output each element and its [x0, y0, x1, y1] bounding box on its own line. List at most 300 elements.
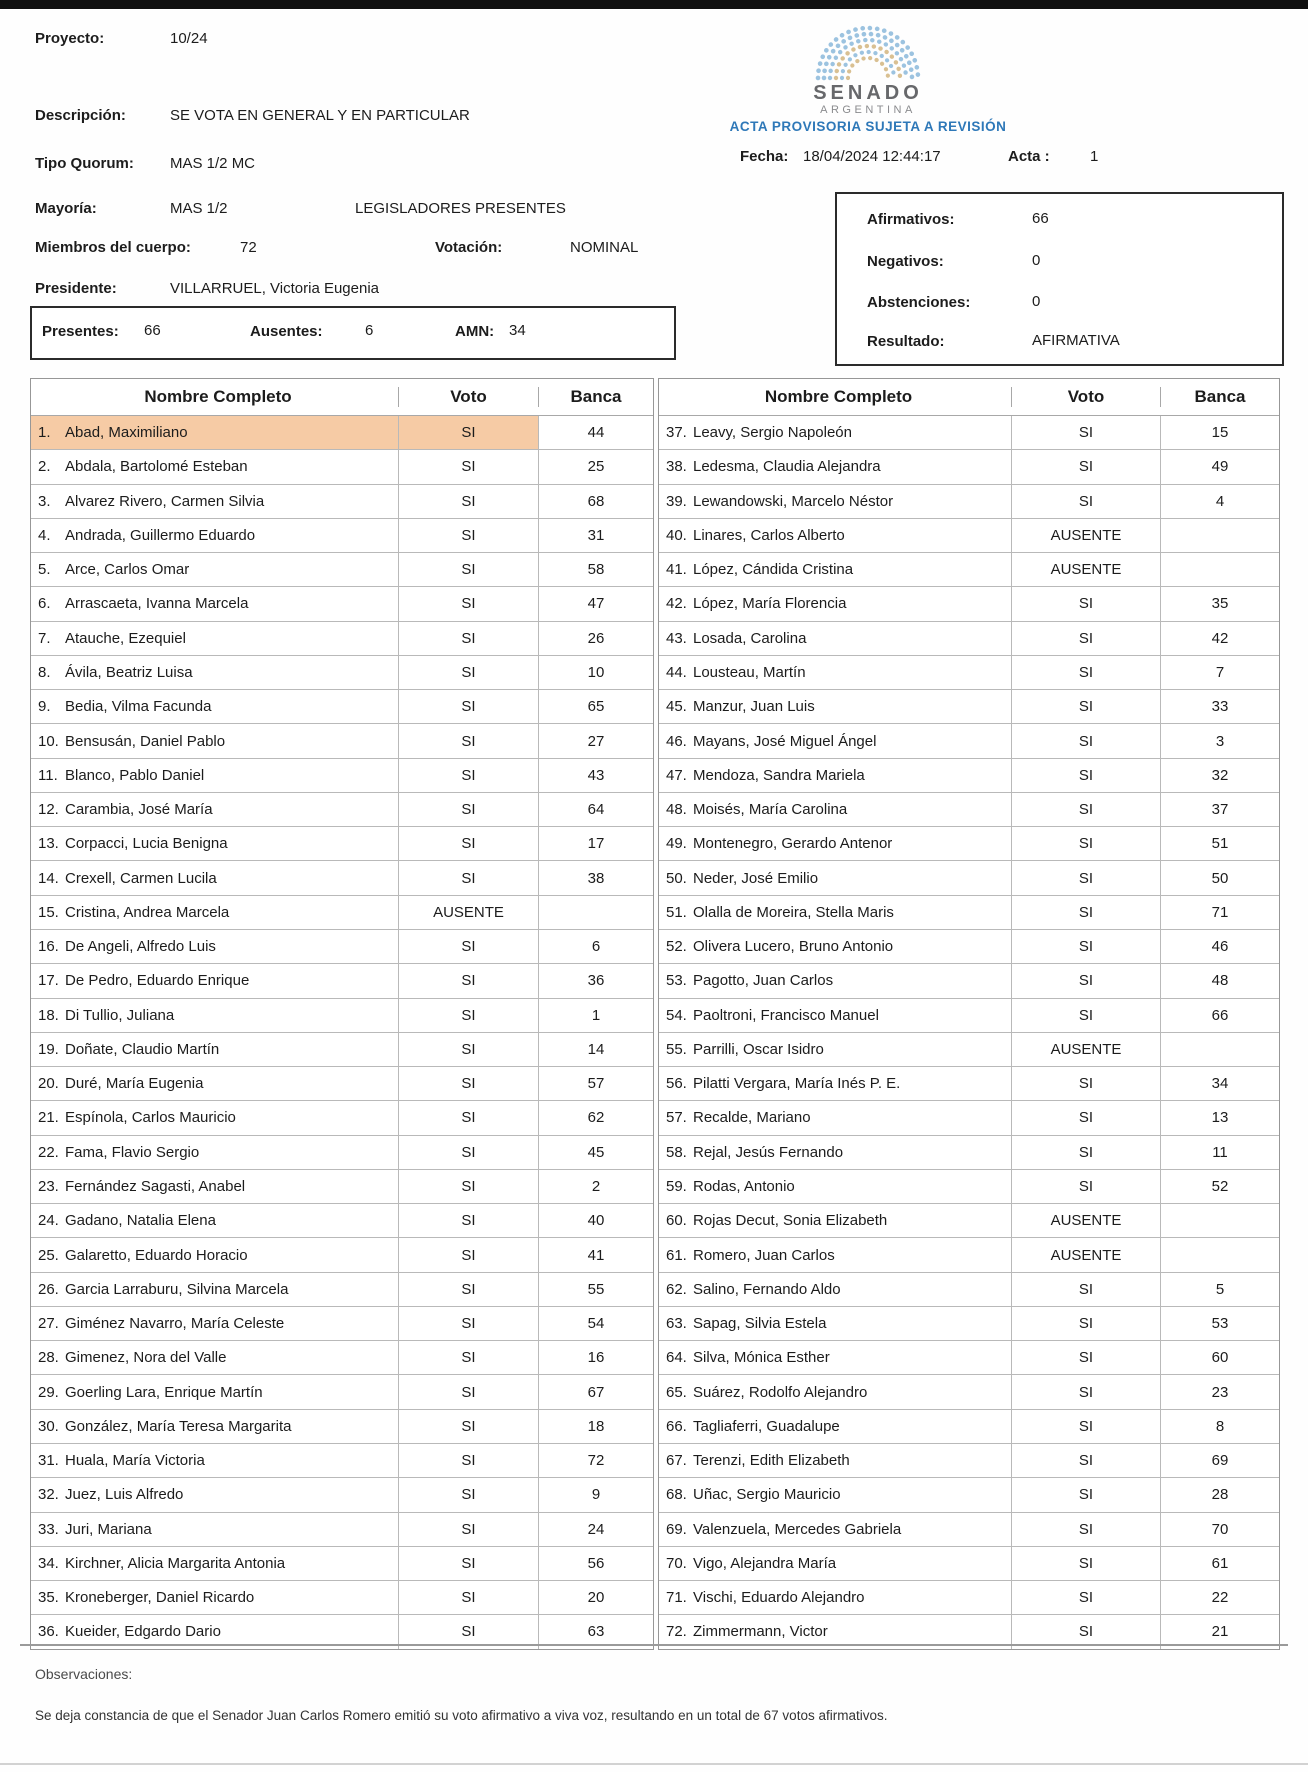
name-cell [31, 724, 399, 757]
table-row [659, 1443, 1279, 1477]
senator-name: Kroneberger, Daniel Ricardo [65, 1589, 255, 1607]
vote-cell: AUSENTE [1012, 519, 1161, 552]
name-cell [31, 1307, 399, 1340]
banca-cell: 22 [1211, 1589, 1229, 1607]
row-number: 44. [666, 663, 687, 681]
banca-cell [1161, 1204, 1279, 1237]
row-number: 19. [38, 1040, 59, 1058]
name-cell [659, 793, 1012, 826]
banca-cell: 65 [587, 698, 605, 716]
senator-name: Recalde, Mariano [693, 1109, 811, 1127]
banca-cell: 28 [1211, 1486, 1229, 1504]
table-row [659, 1169, 1279, 1203]
negativos-value: 0 [1032, 252, 1041, 269]
banca-cell: 34 [1211, 1075, 1229, 1093]
vote-cell: SI [1012, 622, 1161, 655]
vote-cell: SI [1012, 1170, 1161, 1203]
name-cell [659, 1375, 1012, 1408]
vote-cell: SI [399, 1478, 539, 1511]
banca-cell: 66 [1211, 1006, 1229, 1024]
name-cell [31, 1513, 399, 1546]
vote-cell: SI [1012, 656, 1161, 689]
table-row [31, 484, 653, 518]
name-cell [31, 1238, 399, 1271]
miembros-value: 72 [240, 239, 257, 256]
banca-cell: 17 [587, 835, 605, 853]
column-header-voto: Voto [1012, 387, 1161, 407]
mayoria-label: Mayoría: [35, 200, 97, 217]
table-row [31, 1066, 653, 1100]
table-row [659, 1237, 1279, 1271]
table-row [659, 621, 1279, 655]
vote-cell: AUSENTE [399, 896, 539, 929]
resultado-value: AFIRMATIVA [1032, 332, 1120, 349]
row-number: 58. [666, 1143, 687, 1161]
senator-name: Kirchner, Alicia Margarita Antonia [65, 1554, 286, 1572]
banca-cell: 51 [1211, 835, 1229, 853]
vote-cell: SI [1012, 1615, 1161, 1648]
name-cell [659, 1410, 1012, 1443]
ausentes-value: 6 [365, 322, 374, 339]
banca-cell: 21 [1211, 1623, 1229, 1641]
row-number: 28. [38, 1349, 59, 1367]
banca-cell: 26 [587, 629, 605, 647]
senator-name: Moisés, María Carolina [693, 801, 848, 819]
vote-cell: SI [1012, 896, 1161, 929]
presidente-value: VILLARRUEL, Victoria Eugenia [170, 280, 380, 297]
banca-cell [1161, 1033, 1279, 1066]
vote-cell: SI [399, 759, 539, 792]
name-cell [659, 1581, 1012, 1614]
banca-cell: 46 [1211, 938, 1229, 956]
vote-cell: SI [1012, 1444, 1161, 1477]
row-number: 47. [666, 766, 687, 784]
name-cell [31, 656, 399, 689]
banca-cell: 55 [587, 1280, 605, 1298]
senator-name: Rejal, Jesús Fernando [693, 1143, 844, 1161]
row-number: 34. [38, 1554, 59, 1572]
senator-name: Kueider, Edgardo Dario [65, 1623, 221, 1641]
banca-cell: 3 [1215, 732, 1225, 750]
presentes-box [30, 306, 676, 360]
row-number: 33. [38, 1520, 59, 1538]
row-number: 69. [666, 1520, 687, 1538]
senator-name: Espínola, Carlos Mauricio [65, 1109, 236, 1127]
vote-cell: SI [399, 450, 539, 483]
banca-cell: 40 [587, 1212, 605, 1230]
row-number: 27. [38, 1315, 59, 1333]
name-cell [659, 930, 1012, 963]
vote-cell: SI [399, 724, 539, 757]
vote-cell: SI [1012, 587, 1161, 620]
row-number: 42. [666, 595, 687, 613]
senator-name: Neder, José Emilio [693, 869, 819, 887]
row-number: 9. [38, 698, 51, 716]
row-number: 37. [666, 424, 687, 442]
senator-name: Crexell, Carmen Lucila [65, 869, 217, 887]
banca-cell: 49 [1211, 458, 1229, 476]
name-cell [659, 1513, 1012, 1546]
table-row [659, 586, 1279, 620]
vote-cell: SI [399, 1204, 539, 1237]
vote-cell: SI [399, 1444, 539, 1477]
table-row [31, 689, 653, 723]
senado-logo-title: SENADO [813, 82, 923, 104]
table-row [659, 552, 1279, 586]
table-row [31, 586, 653, 620]
vote-cell: SI [399, 690, 539, 723]
banca-cell: 32 [1211, 766, 1229, 784]
table-row [31, 655, 653, 689]
vote-cell: AUSENTE [1012, 553, 1161, 586]
table-header-row [31, 379, 653, 416]
row-number: 6. [38, 595, 51, 613]
name-cell [31, 1273, 399, 1306]
column-header-banca: Banca [1194, 387, 1246, 406]
table-row [31, 723, 653, 757]
banca-cell: 1 [591, 1006, 601, 1024]
senator-name: Giménez Navarro, María Celeste [65, 1315, 285, 1333]
table-row [659, 1374, 1279, 1408]
votacion-value: NOMINAL [570, 239, 639, 256]
row-number: 11. [38, 766, 58, 784]
banca-cell: 58 [587, 561, 605, 579]
banca-cell: 24 [587, 1520, 605, 1538]
vote-cell: SI [1012, 861, 1161, 894]
table-row [31, 1409, 653, 1443]
banca-cell [1161, 519, 1279, 552]
vote-cell: SI [399, 1136, 539, 1169]
name-cell [659, 519, 1012, 552]
banca-cell: 8 [1215, 1417, 1225, 1435]
row-number: 24. [38, 1212, 59, 1230]
vote-cell: SI [1012, 793, 1161, 826]
banca-cell: 4 [1215, 492, 1225, 510]
banca-cell: 38 [587, 869, 605, 887]
row-number: 56. [666, 1075, 687, 1093]
senator-name: Silva, Mónica Esther [693, 1349, 830, 1367]
senator-name: Andrada, Guillermo Eduardo [65, 526, 256, 544]
presentes-label: Presentes: [42, 323, 119, 340]
row-number: 4. [38, 526, 51, 544]
vote-cell: SI [399, 999, 539, 1032]
acta-label: Acta : [1008, 148, 1050, 165]
senator-name: Paoltroni, Francisco Manuel [693, 1006, 879, 1024]
table-row [31, 1443, 653, 1477]
tipo-quorum-label: Tipo Quorum: [35, 155, 134, 172]
banca-cell: 45 [587, 1143, 605, 1161]
negativos-label: Negativos: [867, 253, 944, 270]
senator-name: Galaretto, Eduardo Horacio [65, 1246, 248, 1264]
table-row [659, 1306, 1279, 1340]
vote-cell: SI [399, 930, 539, 963]
table-row [659, 1272, 1279, 1306]
table-row [31, 1272, 653, 1306]
name-cell [31, 1204, 399, 1237]
senator-name: De Angeli, Alfredo Luis [65, 938, 216, 956]
table-row [659, 929, 1279, 963]
senator-name: López, María Florencia [693, 595, 847, 613]
miembros-label: Miembros del cuerpo: [35, 239, 191, 256]
senator-name: Suárez, Rodolfo Alejandro [693, 1383, 868, 1401]
table-row [31, 1340, 653, 1374]
vote-cell: SI [399, 656, 539, 689]
banca-cell: 10 [587, 663, 605, 681]
table-row [659, 998, 1279, 1032]
vote-cell: SI [399, 793, 539, 826]
table-row [659, 484, 1279, 518]
afirmativos-value: 66 [1032, 210, 1049, 227]
banca-cell [539, 896, 653, 929]
table-row [659, 449, 1279, 483]
row-number: 17. [38, 972, 59, 990]
vote-table-right [658, 378, 1280, 1650]
banca-cell: 71 [1211, 903, 1229, 921]
vote-cell: SI [1012, 1375, 1161, 1408]
banca-cell: 64 [587, 801, 605, 819]
table-row [659, 1512, 1279, 1546]
name-cell [31, 416, 399, 449]
name-cell [659, 964, 1012, 997]
name-cell [31, 861, 399, 894]
row-number: 60. [666, 1212, 687, 1230]
senator-name: Pagotto, Juan Carlos [693, 972, 834, 990]
row-number: 22. [38, 1143, 59, 1161]
row-number: 71. [666, 1589, 687, 1607]
table-row [659, 655, 1279, 689]
vote-cell: SI [399, 1170, 539, 1203]
abstenciones-value: 0 [1032, 293, 1041, 310]
table-row [31, 758, 653, 792]
senator-name: Vigo, Alejandra María [693, 1554, 837, 1572]
row-number: 25. [38, 1246, 59, 1264]
row-number: 65. [666, 1383, 687, 1401]
row-number: 10. [38, 732, 59, 750]
senator-name: Cristina, Andrea Marcela [65, 903, 230, 921]
senator-name: Rojas Decut, Sonia Elizabeth [693, 1212, 888, 1230]
table-row [31, 860, 653, 894]
table-row [31, 998, 653, 1032]
senator-name: Doñate, Claudio Martín [65, 1040, 220, 1058]
table-body-right [659, 416, 1279, 1649]
row-number: 52. [666, 938, 687, 956]
row-number: 21. [38, 1109, 59, 1127]
vote-cell: SI [399, 1307, 539, 1340]
row-number: 8. [38, 663, 51, 681]
table-row [31, 621, 653, 655]
table-row [659, 689, 1279, 723]
table-row [659, 1203, 1279, 1237]
row-number: 26. [38, 1280, 59, 1298]
senator-name: De Pedro, Eduardo Enrique [65, 972, 250, 990]
banca-cell: 33 [1211, 698, 1229, 716]
banca-cell: 69 [1211, 1452, 1229, 1470]
name-cell [659, 861, 1012, 894]
table-row [31, 1203, 653, 1237]
vote-cell: SI [399, 1581, 539, 1614]
name-cell [659, 450, 1012, 483]
vote-cell: SI [1012, 1136, 1161, 1169]
table-row [31, 826, 653, 860]
column-header-nombre: Nombre Completo [659, 387, 1012, 407]
vote-cell: SI [399, 1101, 539, 1134]
acta-value: 1 [1090, 148, 1099, 165]
row-number: 40. [666, 526, 687, 544]
senator-name: Leavy, Sergio Napoleón [693, 424, 852, 442]
vote-cell: SI [1012, 759, 1161, 792]
name-cell [659, 656, 1012, 689]
vote-cell: SI [1012, 964, 1161, 997]
senator-name: Arce, Carlos Omar [65, 561, 190, 579]
senator-name: Pilatti Vergara, María Inés P. E. [693, 1075, 901, 1093]
row-number: 7. [38, 629, 51, 647]
table-row [659, 758, 1279, 792]
senator-name: Parrilli, Oscar Isidro [693, 1040, 824, 1058]
row-number: 53. [666, 972, 687, 990]
vote-cell: SI [1012, 1547, 1161, 1580]
table-row [659, 1100, 1279, 1134]
observaciones-text: Se deja constancia de que el Senador Juan Carlos Romero emitió su voto afirmativo a viva voz, resultando en un total de 67 votos afirmativos. [35, 1708, 888, 1723]
name-cell [659, 896, 1012, 929]
banca-cell: 60 [1211, 1349, 1229, 1367]
row-number: 41. [666, 561, 687, 579]
banca-cell: 31 [587, 526, 605, 544]
banca-cell: 35 [1211, 595, 1229, 613]
table-row [659, 1409, 1279, 1443]
banca-cell: 9 [591, 1486, 601, 1504]
row-number: 49. [666, 835, 687, 853]
senator-name: Salino, Fernando Aldo [693, 1280, 841, 1298]
name-cell [659, 759, 1012, 792]
vote-cell: SI [399, 1067, 539, 1100]
senator-name: Olalla de Moreira, Stella Maris [693, 903, 894, 921]
name-cell [31, 1067, 399, 1100]
senator-name: Blanco, Pablo Daniel [65, 766, 205, 784]
senator-name: Vischi, Eduardo Alejandro [693, 1589, 865, 1607]
table-row [659, 1580, 1279, 1614]
table-row [659, 1066, 1279, 1100]
presentes-value: 66 [144, 322, 161, 339]
senator-name: Ledesma, Claudia Alejandra [693, 458, 881, 476]
name-cell [31, 1375, 399, 1408]
banca-cell: 13 [1211, 1109, 1229, 1127]
senator-name: Uñac, Sergio Mauricio [693, 1486, 841, 1504]
senator-name: Ávila, Beatriz Luisa [65, 663, 193, 681]
table-row [31, 1546, 653, 1580]
banca-cell: 14 [587, 1040, 605, 1058]
name-cell [31, 1410, 399, 1443]
vote-cell: SI [1012, 1513, 1161, 1546]
vote-cell: SI [1012, 827, 1161, 860]
name-cell [659, 1101, 1012, 1134]
vote-cell: SI [1012, 690, 1161, 723]
table-row [659, 1546, 1279, 1580]
row-number: 51. [666, 903, 687, 921]
presidente-label: Presidente: [35, 280, 117, 297]
banca-cell [1161, 1238, 1279, 1271]
senator-name: Sapag, Silvia Estela [693, 1315, 827, 1333]
table-row [659, 1340, 1279, 1374]
table-row [659, 792, 1279, 826]
vote-table-left [30, 378, 654, 1650]
senator-name: Mayans, José Miguel Ángel [693, 732, 877, 750]
banca-cell: 44 [587, 424, 605, 442]
senator-name: Corpacci, Lucia Benigna [65, 835, 228, 853]
senator-name: Losada, Carolina [693, 629, 807, 647]
table-header-row [659, 379, 1279, 416]
banca-cell: 72 [587, 1452, 605, 1470]
senado-logo-subtitle: ARGENTINA [820, 104, 916, 116]
name-cell [659, 1136, 1012, 1169]
name-cell [31, 999, 399, 1032]
name-cell [31, 827, 399, 860]
senator-name: Atauche, Ezequiel [65, 629, 186, 647]
banca-cell: 15 [1211, 424, 1229, 442]
vote-cell: SI [399, 1341, 539, 1374]
vote-cell: SI [1012, 1307, 1161, 1340]
column-header-voto: Voto [399, 387, 539, 407]
senator-name: Olivera Lucero, Bruno Antonio [693, 938, 894, 956]
name-cell [659, 1444, 1012, 1477]
senator-name: Goerling Lara, Enrique Martín [65, 1383, 263, 1401]
table-row [31, 895, 653, 929]
name-cell [659, 999, 1012, 1032]
row-number: 16. [38, 938, 59, 956]
banca-cell: 52 [1211, 1177, 1229, 1195]
row-number: 5. [38, 561, 51, 579]
banca-cell: 56 [587, 1554, 605, 1572]
name-cell [659, 724, 1012, 757]
name-cell [659, 1238, 1012, 1271]
name-cell [31, 553, 399, 586]
votacion-label: Votación: [435, 239, 503, 256]
row-number: 13. [38, 835, 59, 853]
vote-cell: SI [1012, 1067, 1161, 1100]
row-number: 38. [666, 458, 687, 476]
table-row [31, 929, 653, 963]
table-row [31, 1135, 653, 1169]
name-cell [31, 793, 399, 826]
results-box [835, 192, 1284, 366]
row-number: 18. [38, 1006, 59, 1024]
row-number: 46. [666, 732, 687, 750]
banca-cell [1161, 553, 1279, 586]
table-row [31, 449, 653, 483]
name-cell [31, 1101, 399, 1134]
table-row [659, 723, 1279, 757]
row-number: 36. [38, 1623, 59, 1641]
banca-cell: 23 [1211, 1383, 1229, 1401]
table-row [31, 518, 653, 552]
vote-cell: AUSENTE [1012, 1238, 1161, 1271]
row-number: 31. [38, 1452, 59, 1470]
banca-cell: 54 [587, 1315, 605, 1333]
row-number: 20. [38, 1075, 59, 1093]
senator-name: Montenegro, Gerardo Antenor [693, 835, 893, 853]
vote-cell: SI [399, 553, 539, 586]
vote-cell: SI [399, 1410, 539, 1443]
table-row [659, 1032, 1279, 1066]
vote-cell: AUSENTE [1012, 1033, 1161, 1066]
legisladores-presentes-text: LEGISLADORES PRESENTES [355, 200, 566, 217]
proyecto-label: Proyecto: [35, 30, 105, 47]
table-row [31, 1100, 653, 1134]
table-row [31, 963, 653, 997]
row-number: 14. [38, 869, 59, 887]
row-number: 59. [666, 1177, 687, 1195]
amn-label: AMN: [455, 323, 495, 340]
senator-name: Zimmermann, Victor [693, 1623, 828, 1641]
